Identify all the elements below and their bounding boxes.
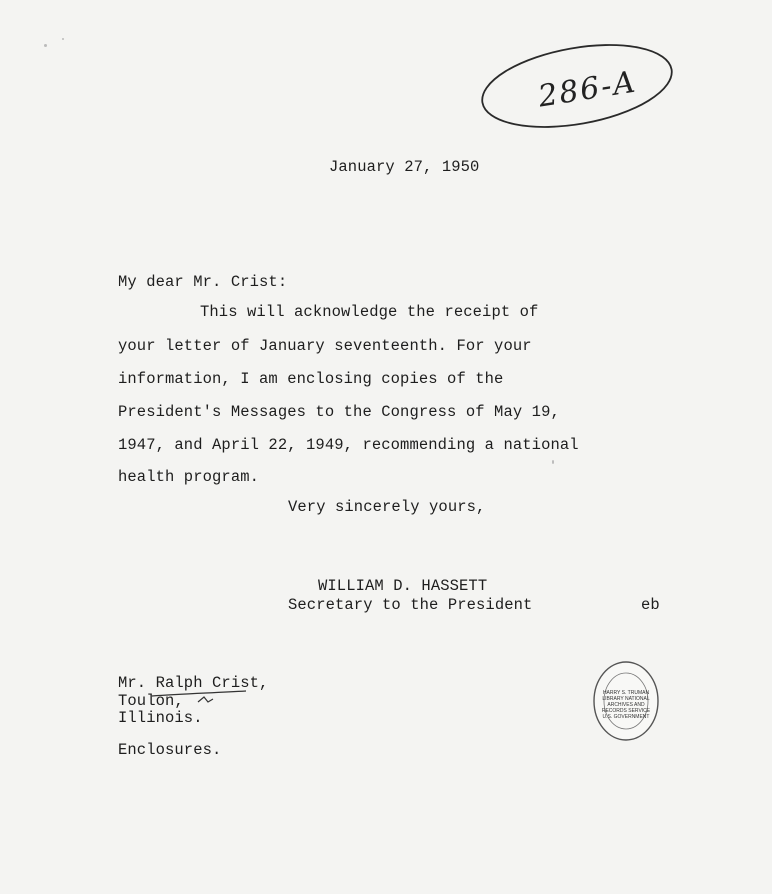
closing: Very sincerely yours, [288,498,486,516]
body-line: President's Messages to the Congress of May 19, [118,403,560,421]
typist-initials: eb [641,596,660,614]
recipient-city: Toulon, [118,692,184,710]
paper-speck [62,38,64,40]
enclosures-note: Enclosures. [118,741,222,759]
body-line: information, I am enclosing copies of the [118,370,504,388]
paper-speck [44,44,47,47]
signer-title: Secretary to the President [288,596,533,614]
file-number: 286-A [535,64,640,115]
recipient-state: Illinois. [118,709,203,727]
signer-name: WILLIAM D. HASSETT [318,577,488,595]
salutation: My dear Mr. Crist: [118,273,288,291]
letter-date: January 27, 1950 [329,158,480,176]
paper-speck [552,460,554,464]
body-line: This will acknowledge the receipt of [200,303,539,321]
recipient-name: Mr. Ralph Crist, [118,674,269,692]
archive-seal-text: HARRY S. TRUMAN LIBRARY NATIONAL ARCHIVES AND RECORDS SERVICE U.S. GOVERNMENT [601,690,651,720]
body-line: 1947, and April 22, 1949, recommending a national [118,436,579,454]
body-line: health program. [118,468,260,486]
body-line: your letter of January seventeenth. For your [118,337,532,355]
